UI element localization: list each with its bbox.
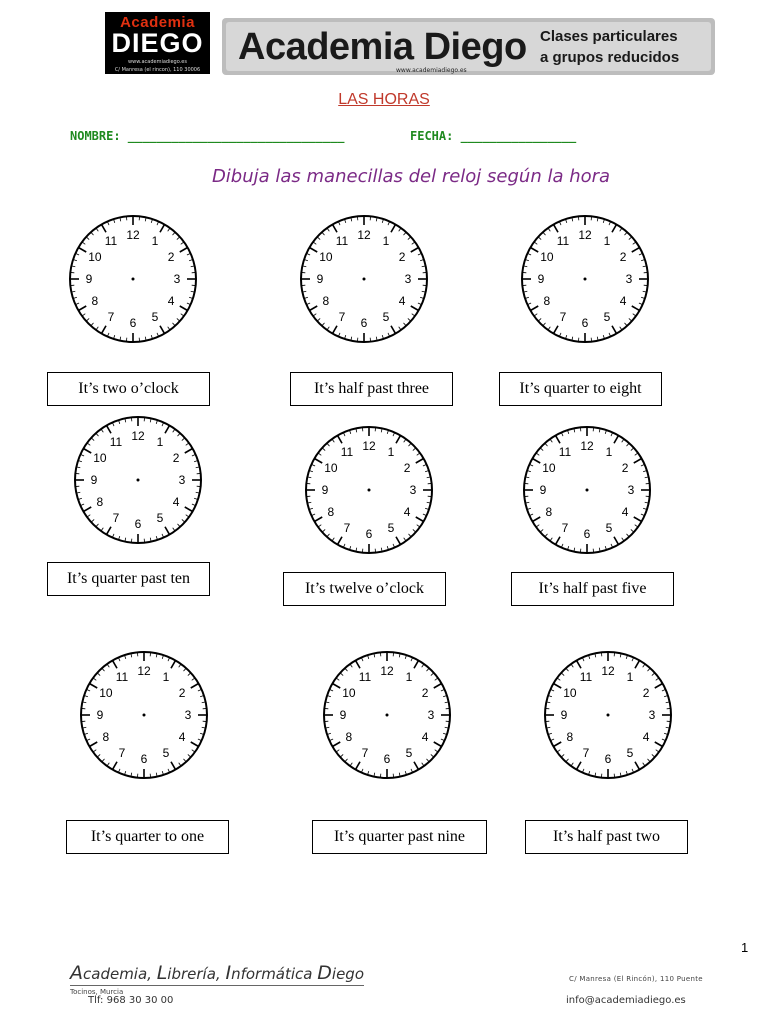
clock-number-6: 6 (583, 527, 591, 541)
clock-number-7: 7 (343, 521, 351, 536)
clock-number-5: 5 (382, 310, 390, 325)
clock-number-8: 8 (545, 505, 553, 519)
clock-number-7: 7 (361, 746, 369, 761)
clock-number-8: 8 (566, 730, 574, 744)
clock-number-6: 6 (383, 752, 391, 766)
footer-town: Tocinos, Murcia (70, 988, 124, 996)
clock-number-3: 3 (409, 483, 417, 497)
clock-number-2: 2 (167, 250, 175, 264)
clock-number-5: 5 (151, 310, 159, 325)
clock-number-5: 5 (405, 746, 413, 761)
clock-number-10: 10 (93, 451, 107, 465)
clock-number-8: 8 (102, 730, 110, 744)
clock-number-7: 7 (118, 746, 126, 761)
clock-number-8: 8 (327, 505, 335, 519)
time-label-2: It’s half past three (290, 372, 453, 406)
footer-brand (70, 962, 364, 986)
clock-number-2: 2 (178, 686, 186, 700)
time-label-6: It’s half past five (511, 572, 674, 606)
clock-number-6: 6 (365, 527, 373, 541)
clock-number-10: 10 (540, 250, 554, 264)
clock-number-1: 1 (603, 233, 611, 248)
clock-number-8: 8 (322, 294, 330, 308)
clock-center-dot (386, 714, 389, 717)
clock-number-2: 2 (398, 250, 406, 264)
time-label-4: It’s quarter past ten (47, 562, 210, 596)
clock-number-3: 3 (178, 473, 186, 487)
clock-number-12: 12 (380, 664, 394, 678)
clock-center-dot (584, 278, 587, 281)
clock-center-dot (363, 278, 366, 281)
clock-number-4: 4 (167, 294, 175, 308)
clock-number-12: 12 (601, 664, 615, 678)
clock-4[interactable] (65, 415, 211, 545)
clock-number-9: 9 (96, 708, 104, 722)
clock-number-7: 7 (112, 511, 120, 526)
clock-number-7: 7 (107, 310, 115, 325)
clock-number-10: 10 (563, 686, 577, 700)
name-field[interactable]: NOMBRE: ______________________________ (70, 129, 345, 143)
clock-number-11: 11 (558, 444, 572, 459)
clock-number-3: 3 (427, 708, 435, 722)
clock-center-dot (586, 489, 589, 492)
clock-number-11: 11 (556, 233, 570, 248)
clock-number-7: 7 (559, 310, 567, 325)
clock-number-10: 10 (88, 250, 102, 264)
clock-number-5: 5 (605, 521, 613, 536)
clock-3[interactable] (512, 214, 658, 344)
clock-number-9: 9 (339, 708, 347, 722)
clock-number-5: 5 (603, 310, 611, 325)
clock-number-2: 2 (642, 686, 650, 700)
clock-number-10: 10 (342, 686, 356, 700)
clock-number-5: 5 (387, 521, 395, 536)
clock-number-9: 9 (537, 272, 545, 286)
page-number: 1 (741, 940, 749, 955)
clock-number-12: 12 (357, 228, 371, 242)
clock-number-8: 8 (91, 294, 99, 308)
footer-address: C/ Manresa (El Rincón), 110 Puente (569, 975, 703, 983)
clock-number-4: 4 (642, 730, 650, 744)
clock-number-3: 3 (648, 708, 656, 722)
clock-number-4: 4 (403, 505, 411, 519)
banner-website: www.academiadiego.es (396, 67, 467, 74)
clock-number-11: 11 (109, 434, 123, 449)
clock-number-4: 4 (398, 294, 406, 308)
clock-center-dot (368, 489, 371, 492)
brand-rest-l: ibrería, (167, 965, 226, 983)
time-label-7: It’s quarter to one (66, 820, 229, 854)
logo-text-diego: DIEGO (111, 28, 204, 58)
clock-number-2: 2 (403, 461, 411, 475)
worksheet-title: LAS HORAS (338, 91, 430, 108)
clock-number-5: 5 (162, 746, 170, 761)
clock-number-11: 11 (358, 669, 372, 684)
clock-number-12: 12 (126, 228, 140, 242)
clock-7[interactable] (71, 650, 217, 780)
clock-1[interactable] (60, 214, 206, 344)
brand-rest-a: cademia, (83, 965, 157, 983)
time-label-9: It’s half past two (525, 820, 688, 854)
clock-number-6: 6 (604, 752, 612, 766)
clock-number-2: 2 (619, 250, 627, 264)
clock-number-6: 6 (134, 517, 142, 531)
brand-initial-i: I (225, 962, 232, 984)
clock-number-3: 3 (625, 272, 633, 286)
clock-number-9: 9 (90, 473, 98, 487)
clock-number-7: 7 (582, 746, 590, 761)
clock-number-7: 7 (561, 521, 569, 536)
clock-number-2: 2 (421, 686, 429, 700)
footer-phone: Tlf: 968 30 30 00 (88, 995, 174, 1006)
clock-number-1: 1 (387, 444, 395, 459)
clock-number-11: 11 (104, 233, 118, 248)
clock-center-dot (607, 714, 610, 717)
clock-number-4: 4 (619, 294, 627, 308)
clock-number-9: 9 (85, 272, 93, 286)
clock-number-10: 10 (319, 250, 333, 264)
banner-panel (226, 22, 711, 74)
banner-tagline-1: Clases particulares (540, 28, 678, 45)
date-field[interactable]: FECHA: ________________ (410, 129, 577, 143)
clock-number-9: 9 (560, 708, 568, 722)
time-label-8: It’s quarter past nine (312, 820, 487, 854)
clock-number-6: 6 (129, 316, 137, 330)
academy-logo (105, 12, 210, 74)
clock-number-1: 1 (162, 669, 170, 684)
clock-number-11: 11 (115, 669, 129, 684)
brand-initial-l: L (156, 962, 168, 984)
clock-number-10: 10 (99, 686, 113, 700)
clock-number-8: 8 (543, 294, 551, 308)
clock-number-4: 4 (421, 730, 429, 744)
clock-number-4: 4 (172, 495, 180, 509)
clock-number-2: 2 (172, 451, 180, 465)
clock-number-12: 12 (137, 664, 151, 678)
clock-number-8: 8 (345, 730, 353, 744)
clock-2[interactable] (291, 214, 437, 344)
clock-number-1: 1 (151, 233, 159, 248)
brand-rest-i: nformática (231, 965, 318, 983)
clock-number-1: 1 (382, 233, 390, 248)
clock-center-dot (132, 278, 135, 281)
brand-initial-a: A (70, 962, 83, 984)
clock-8[interactable] (314, 650, 460, 780)
clock-number-11: 11 (579, 669, 593, 684)
clock-number-3: 3 (627, 483, 635, 497)
clock-number-5: 5 (626, 746, 634, 761)
instructions: Dibuja las manecillas del reloj según la hora (211, 166, 611, 187)
clock-number-3: 3 (184, 708, 192, 722)
clock-number-12: 12 (362, 439, 376, 453)
brand-rest-d: iego (331, 965, 365, 983)
clock-5[interactable] (296, 425, 442, 555)
logo-address: C/ Manresa (el rincon), 110 30006 (114, 67, 201, 73)
clock-number-6: 6 (140, 752, 148, 766)
clock-number-1: 1 (626, 669, 634, 684)
clock-number-12: 12 (578, 228, 592, 242)
banner-title: Academia Diego (238, 26, 527, 68)
clock-number-4: 4 (621, 505, 629, 519)
clock-number-6: 6 (360, 316, 368, 330)
clock-number-9: 9 (316, 272, 324, 286)
banner-tagline-2: a grupos reducidos (540, 49, 680, 66)
clock-number-9: 9 (321, 483, 329, 497)
clock-center-dot (137, 479, 140, 482)
clock-number-12: 12 (580, 439, 594, 453)
time-label-3: It’s quarter to eight (499, 372, 662, 406)
clock-number-6: 6 (581, 316, 589, 330)
clock-number-1: 1 (605, 444, 613, 459)
time-label-1: It’s two o’clock (47, 372, 210, 406)
clock-number-11: 11 (340, 444, 354, 459)
clock-9[interactable] (535, 650, 681, 780)
clock-number-5: 5 (156, 511, 164, 526)
clock-number-11: 11 (335, 233, 349, 248)
footer-email[interactable]: info@academiadiego.es (566, 995, 686, 1006)
clock-number-1: 1 (156, 434, 164, 449)
brand-initial-d: D (317, 962, 332, 984)
clock-number-8: 8 (96, 495, 104, 509)
clock-number-12: 12 (131, 429, 145, 443)
clock-number-9: 9 (539, 483, 547, 497)
logo-text-academia: Academia (120, 14, 195, 31)
clock-number-10: 10 (542, 461, 556, 475)
clock-number-1: 1 (405, 669, 413, 684)
header-banner (222, 18, 715, 75)
clock-number-7: 7 (338, 310, 346, 325)
clock-number-10: 10 (324, 461, 338, 475)
clock-number-4: 4 (178, 730, 186, 744)
logo-website: www.academiadiego.es (128, 59, 187, 65)
clock-center-dot (143, 714, 146, 717)
clock-number-2: 2 (621, 461, 629, 475)
time-label-5: It’s twelve o’clock (283, 572, 446, 606)
clock-6[interactable] (514, 425, 660, 555)
clock-number-3: 3 (173, 272, 181, 286)
clock-number-3: 3 (404, 272, 412, 286)
